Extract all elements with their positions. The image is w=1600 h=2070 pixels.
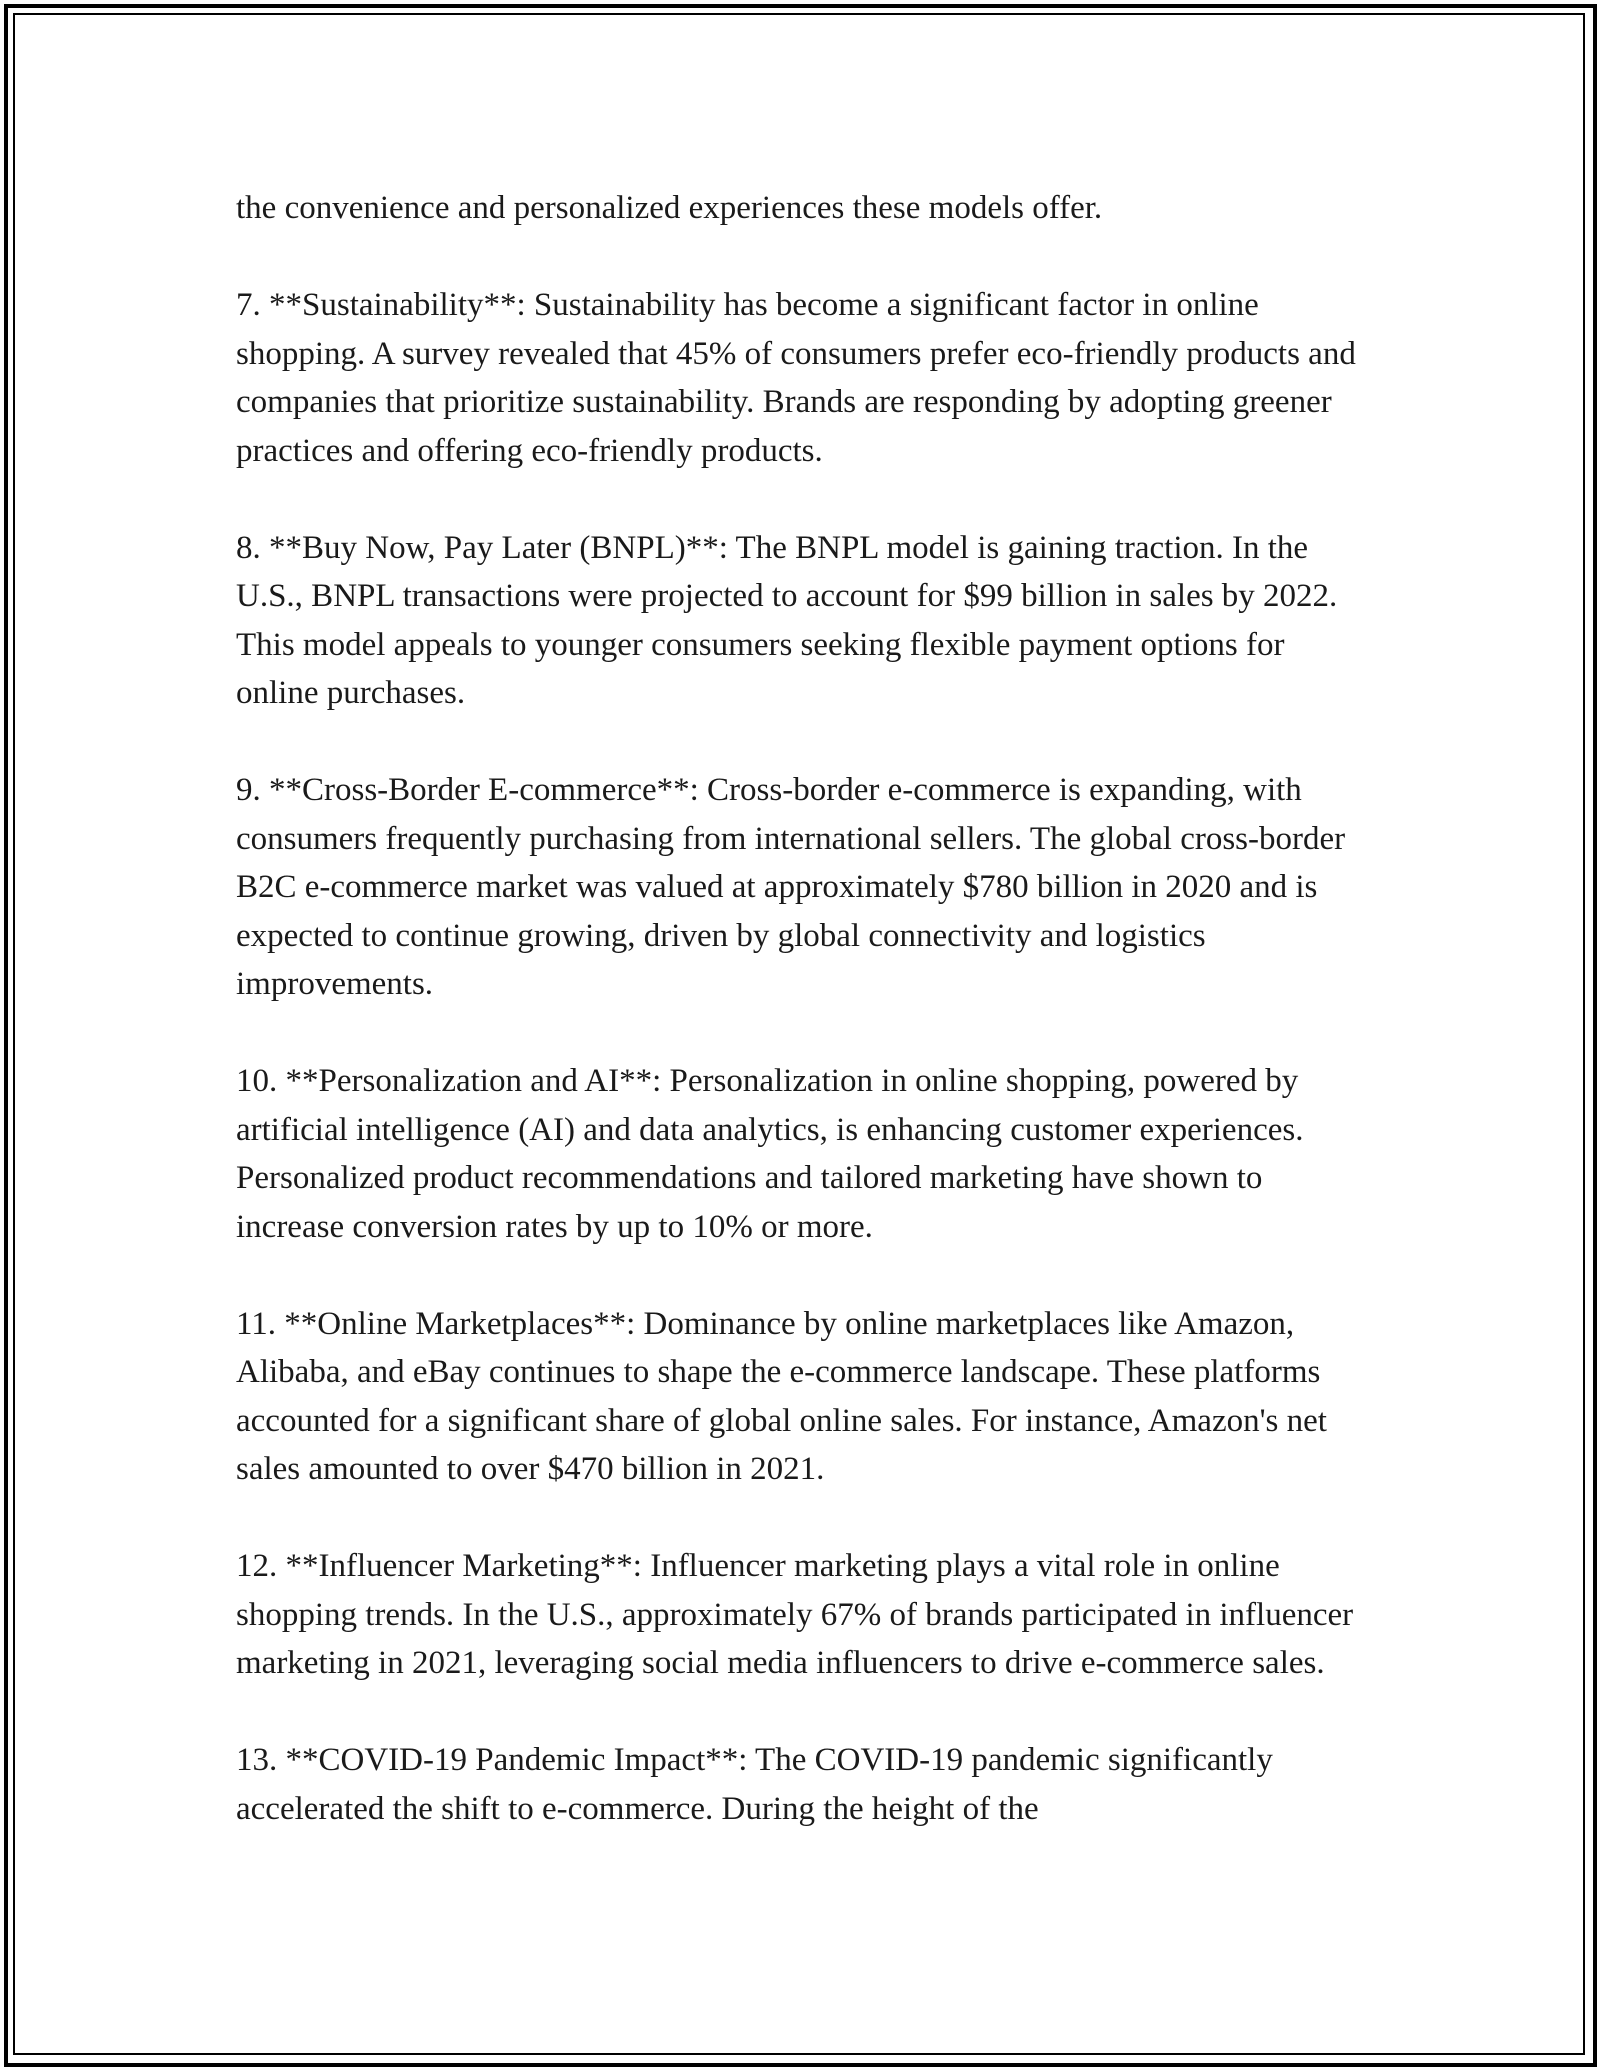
document-body [236,184,1366,1833]
paragraph-cross-border: 9. **Cross-Border E-commerce**: Cross-border e-commerce is expanding, with consumers frequently purchasing from international sellers. The global cross-border B2C e-commerce market was valued at approximately $780 billion in 2020 and is expected to continue growing, driven by global connectivity and logistics improvements. [236,772,1346,1002]
paragraph-covid-impact: 13. **COVID-19 Pandemic Impact**: The COVID-19 pandemic significantly accelerated the shift to e-commerce. During the height of the [236,1742,1273,1827]
paragraph-online-marketplaces: 11. **Online Marketplaces**: Dominance by online marketplaces like Amazon, Alibaba, and eBay continues to shape the e-commerce landscape. These platforms accounted for a significant share of global online sales. For instance, Amazon's net sales amounted to over $470 billion in 2021. [236,1305,1327,1487]
paragraph-personalization-ai: 10. **Personalization and AI**: Personalization in online shopping, powered by artificial intelligence (AI) and data analytics, is enhancing customer experiences. Personalized product recommendations and tailored marketing have shown to increase conversion rates by up to 10% or more. [236,1063,1304,1245]
paragraph-bnpl: 8. **Buy Now, Pay Later (BNPL)**: The BNPL model is gaining traction. In the U.S., BNPL transactions were projected to account for $99 billion in sales by 2022. This model appeals to younger consumers seeking flexible payment options for online purchases. [236,529,1338,711]
paragraph-sustainability: 7. **Sustainability**: Sustainability has become a significant factor in online shopping. A survey revealed that 45% of consumers prefer eco-friendly products and companies that prioritize sustainability. Brands are responding by adopting greener practices and offering eco-friendly products. [236,287,1356,469]
paragraph-influencer-marketing: 12. **Influencer Marketing**: Influencer marketing plays a vital role in online shopping trends. In the U.S., approximately 67% of brands participated in influencer marketing in 2021, leveraging social media influencers to drive e-commerce sales. [236,1548,1354,1681]
paragraph-continuation: the convenience and personalized experiences these models offer. [236,190,1103,226]
